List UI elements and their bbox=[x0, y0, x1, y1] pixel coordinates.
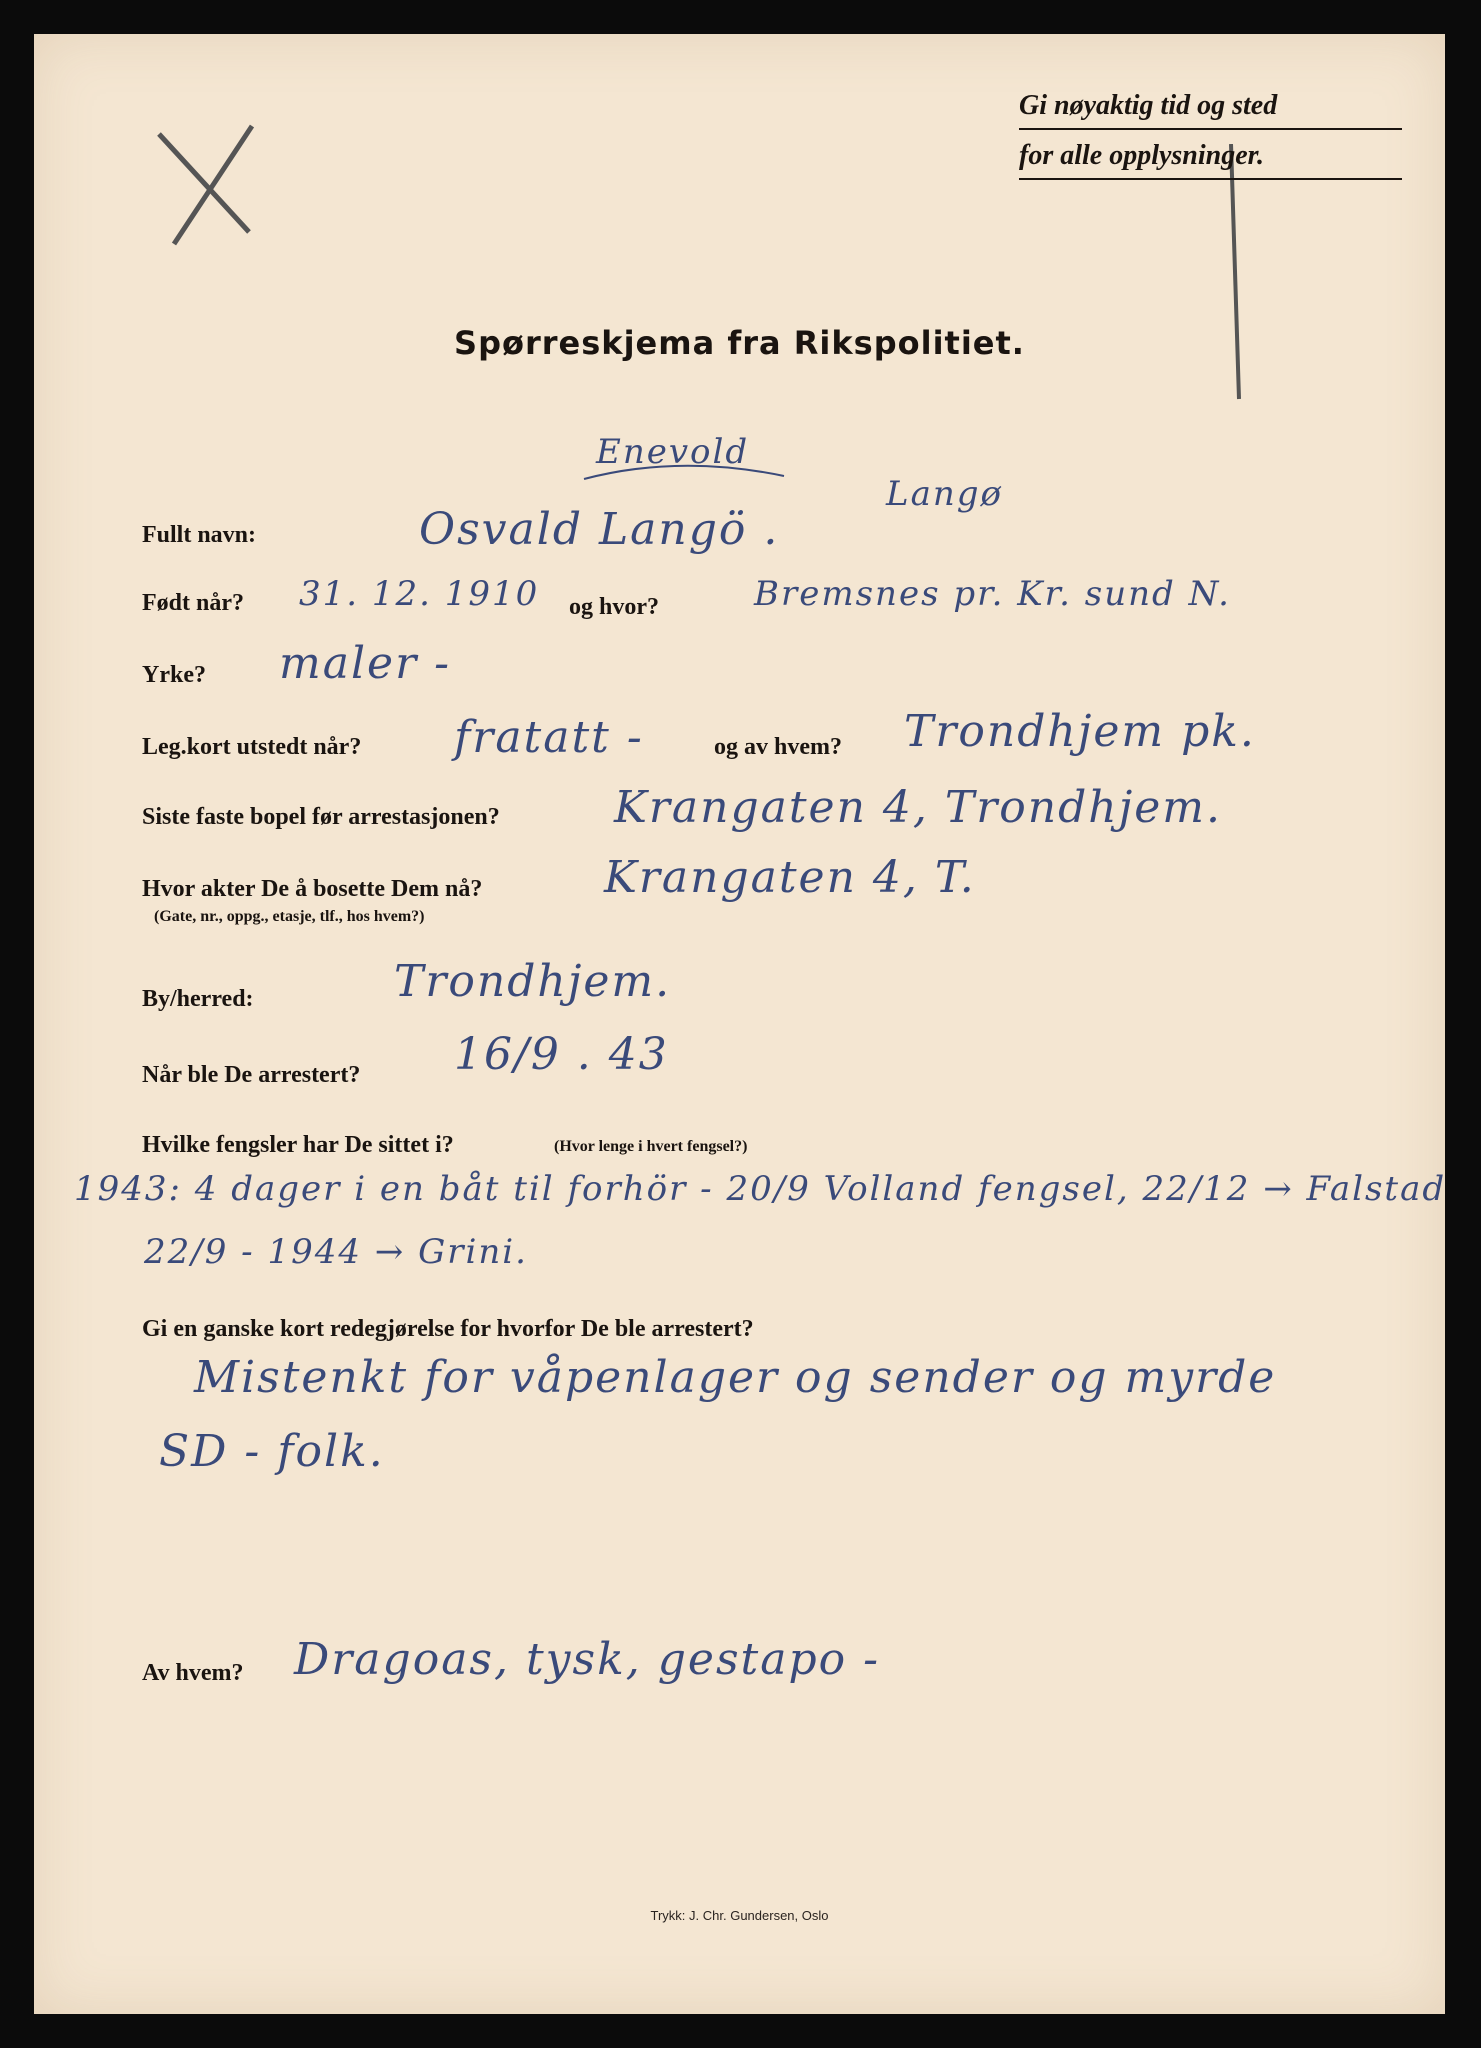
full-name-label: Fullt navn: bbox=[142, 522, 257, 548]
new-residence-value: Krangaten 4, T. bbox=[604, 852, 976, 903]
notice-line-1: Gi nøyaktig tid og sted bbox=[1019, 80, 1402, 130]
pencil-stroke bbox=[1219, 144, 1249, 404]
last-residence-value: Krangaten 4, Trondhjem. bbox=[614, 782, 1222, 833]
printer-imprint: Trykk: J. Chr. Gundersen, Oslo bbox=[650, 1908, 829, 1923]
reason-value-line-1: Mistenkt for våpenlager og sender og myrde bbox=[194, 1352, 1277, 1403]
reason-value-line-2: SD - folk. bbox=[159, 1426, 385, 1477]
issuer-value: Trondhjem pk. bbox=[904, 706, 1256, 757]
id-card-label: Leg.kort utstedt når? bbox=[142, 734, 362, 760]
birth-date-label: Født når? bbox=[142, 590, 244, 616]
surname-correction: Langø bbox=[886, 474, 1003, 514]
arrest-date-label: Når ble De arrestert? bbox=[142, 1062, 361, 1088]
reason-label: Gi en ganske kort redegjørelse for hvorfor De ble arrestert? bbox=[142, 1316, 754, 1342]
birth-date-value: 31. 12. 1910 bbox=[299, 574, 540, 614]
town-label: By/herred: bbox=[142, 986, 254, 1012]
instruction-notice bbox=[1019, 80, 1402, 180]
prisons-value-line-1: 1943: 4 dager i en båt til forhör - 20/9 Volland fengsel, 22/12 → Falstad bbox=[74, 1169, 1447, 1209]
arrest-date-value: 16/9 . 43 bbox=[454, 1029, 669, 1080]
new-residence-sublabel: (Gate, nr., oppg., etasje, tlf., hos hvem?) bbox=[154, 908, 425, 925]
prisons-value-line-2: 22/9 - 1944 → Grini. bbox=[144, 1232, 528, 1272]
new-residence-label: Hvor akter De å bosette Dem nå? bbox=[142, 876, 483, 902]
full-name-value: Osvald Langö . bbox=[419, 504, 780, 555]
notice-line-2: for alle opplysninger. bbox=[1019, 130, 1402, 180]
arrested-by-value: Dragoas, tysk, gestapo - bbox=[294, 1634, 880, 1685]
issuer-label: og av hvem? bbox=[714, 734, 842, 760]
cross-mark bbox=[134, 114, 274, 254]
occupation-label: Yrke? bbox=[142, 662, 206, 688]
birth-place-label: og hvor? bbox=[569, 594, 659, 620]
last-residence-label: Siste faste bopel før arrestasjonen? bbox=[142, 804, 500, 830]
birth-place-value: Bremsnes pr. Kr. sund N. bbox=[754, 574, 1231, 614]
name-strike-arc bbox=[579, 454, 789, 484]
town-value: Trondhjem. bbox=[394, 956, 672, 1007]
id-card-value: fratatt - bbox=[454, 712, 644, 763]
name-correction-above: Enevold bbox=[596, 432, 750, 472]
prisons-sublabel: (Hvor lenge i hvert fengsel?) bbox=[554, 1138, 748, 1155]
arrested-by-label: Av hvem? bbox=[142, 1660, 244, 1686]
occupation-value: maler - bbox=[279, 638, 451, 689]
form-title: Spørreskjema fra Rikspolitiet. bbox=[454, 324, 1025, 362]
form-page bbox=[34, 34, 1445, 2014]
prisons-label: Hvilke fengsler har De sittet i? bbox=[142, 1132, 454, 1158]
